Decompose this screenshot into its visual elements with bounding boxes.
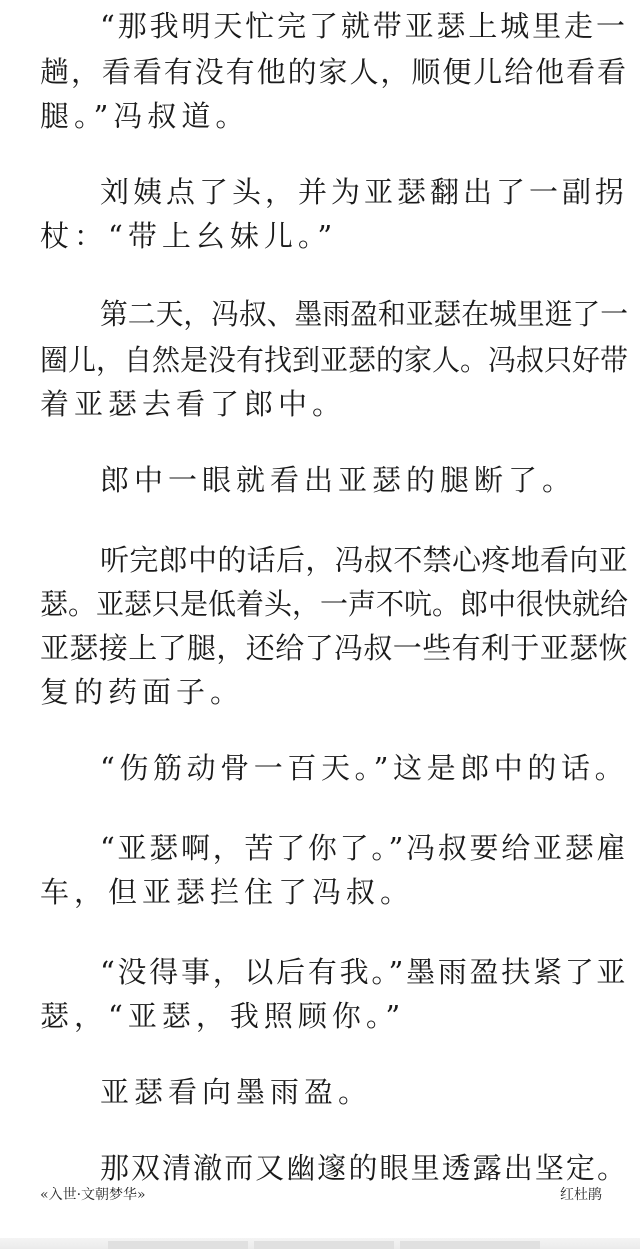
text-line: 复的药面子。 — [40, 675, 245, 709]
text-line: 车，但亚瑟拦住了冯叔。 — [40, 875, 415, 909]
text-line: 瑟，“亚瑟，我照顾你。” — [40, 999, 406, 1033]
author-footer: 红杜鹃 — [560, 1187, 602, 1203]
text-line: “没得事，以后有我。”墨雨盈扶紧了亚 — [100, 955, 629, 989]
book-title-footer: «入世·文朝梦华» — [40, 1187, 146, 1203]
bottom-strip-segment — [108, 1241, 248, 1249]
text-line: 瑟。亚瑟只是低着头，一声不吭。郎中很快就给 — [40, 587, 629, 621]
text-line: 着亚瑟去看了郎中。 — [40, 387, 347, 421]
text-line: 听完郎中的话后，冯叔不禁心疼地看向亚 — [100, 543, 629, 577]
text-line: 亚瑟看向墨雨盈。 — [100, 1075, 373, 1109]
text-line: 刘姨点了头，并为亚瑟翻出了一副拐 — [100, 175, 629, 209]
text-line: 第二天，冯叔、墨雨盈和亚瑟在城里逛了一 — [100, 297, 629, 331]
text-line: “伤筋动骨一百天。”这是郎中的话。 — [100, 751, 629, 785]
bottom-strip-segment — [254, 1241, 394, 1249]
text-line: 杖：“带上幺妹儿。” — [40, 219, 338, 253]
bottom-strip-segment — [400, 1241, 540, 1249]
text-line: 亚瑟接上了腿，还给了冯叔一些有利于亚瑟恢 — [40, 631, 629, 665]
text-line: “那我明天忙完了就带亚瑟上城里走一 — [100, 9, 628, 43]
text-line: 郎中一眼就看出亚瑟的腿断了。 — [100, 463, 577, 497]
text-line: 趟，看看有没有他的家人，顺便儿给他看看 — [40, 55, 629, 89]
text-line: 那双清澈而又幽邃的眼里透露出坚定。 — [100, 1151, 629, 1185]
text-line: “亚瑟啊，苦了你了。”冯叔要给亚瑟雇 — [100, 831, 629, 865]
text-line: 圈儿，自然是没有找到亚瑟的家人。冯叔只好带 — [40, 343, 629, 377]
text-line: 腿。”冯叔道。 — [40, 99, 250, 133]
